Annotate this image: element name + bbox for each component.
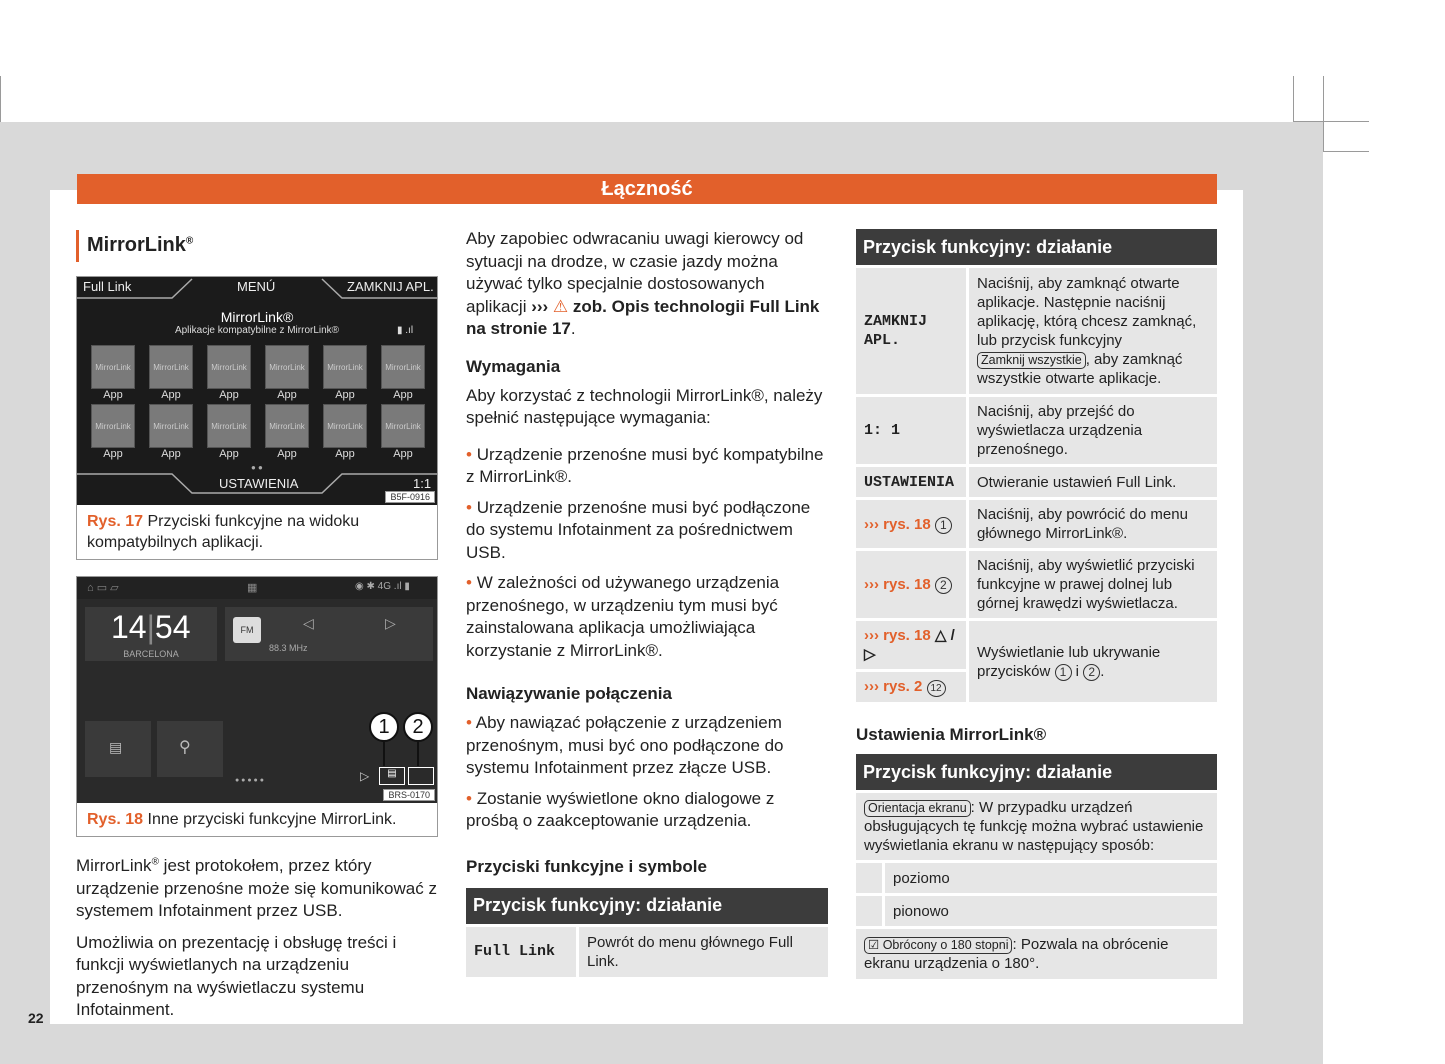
column-right — [853, 226, 1214, 982]
mirrorlink-logo-icon: MirrorLink — [153, 363, 189, 372]
mirrorlink-logo-icon: MirrorLink — [385, 363, 421, 372]
search-map-icon: ⚲ — [179, 739, 191, 756]
mirrorlink-logo-icon: MirrorLink — [95, 422, 131, 431]
chapter-header: Łączność — [77, 174, 1217, 204]
paragraph: Aby korzystać z technologii MirrorLink®, należy spełnić następujące wymagania: — [466, 385, 823, 427]
bullet-icon: • — [466, 713, 476, 732]
rotate-180-checkbox-label: ☑ Obrócony o 180 stopni — [864, 937, 1012, 954]
intro-paragraph: Aby zapobiec odwracaniu uwagi kierowcy od sytuacji na drodze, w czasie jazdy można używać tylko specjalnie dostosowanych aplikacji ››› ⚠ zob. Opis technologii Full Link na stronie 17. — [466, 229, 820, 338]
function-table — [463, 885, 831, 980]
column-middle — [466, 228, 828, 980]
status-icons: ◉ ✱ 4G .ıl ▮ — [355, 581, 410, 592]
table-row: 1: 1 Naciśnij, aby przejść do wyświetlacza urządzenia przenośnego. — [856, 397, 1217, 464]
bullet-icon: • — [466, 497, 477, 517]
list-item: • Zostanie wyświetlone okno dialogowe z prośbą o zaakceptowanie urządzenia. — [466, 788, 775, 830]
mirrorlink-logo-icon: MirrorLink — [211, 363, 247, 372]
app-tile[interactable] — [91, 404, 135, 448]
table-row: ☑ Obrócony o 180 stopni : Pozwala na obrócenie ekranu urządzenia o 180°. — [856, 929, 1217, 979]
mirrorlink-logo-icon: MirrorLink — [327, 422, 363, 431]
table-header: Przycisk funkcyjny: działanie — [856, 229, 1217, 265]
table-header: Przycisk funkcyjny: działanie — [466, 888, 828, 924]
status-bar — [77, 577, 437, 599]
bullet-icon: • — [466, 788, 477, 808]
bullet-icon: • — [466, 444, 477, 464]
app-tile[interactable] — [149, 404, 193, 448]
app-label: App — [335, 448, 355, 460]
list-item: • Aby nawiązać połączenie z urządzeniem przenośnym, musi być ono podłączone do systemu Infotainment przez złącze USB. — [466, 713, 784, 777]
app-tile[interactable] — [381, 404, 425, 448]
mirrorlink-logo-icon: MirrorLink — [95, 363, 131, 372]
page-dots: ● ● — [251, 463, 263, 472]
callout-line — [383, 742, 385, 766]
crop-mark — [0, 76, 1, 122]
screen-orientation-button-label: Orientacja ekranu — [864, 800, 971, 817]
figure-18 — [76, 576, 438, 837]
mirrorlink-logo-icon: MirrorLink — [153, 422, 189, 431]
close-apps-button[interactable]: ZAMKNIJ APL. — [347, 279, 434, 294]
table-row: Full Link Powrót do menu głównego Full Link. — [466, 927, 828, 977]
show-buttons-icon[interactable] — [408, 767, 434, 785]
play-icon[interactable]: ▷ — [360, 769, 370, 783]
app-label: App — [277, 448, 297, 460]
heading-requirements: Wymagania — [466, 356, 561, 376]
settings-button[interactable]: USTAWIENIA — [219, 476, 299, 491]
app-tile[interactable] — [207, 404, 251, 448]
infotainment-screen-apps — [77, 277, 437, 505]
full-link-button[interactable]: Full Link — [83, 279, 132, 294]
app-label: App — [393, 389, 413, 401]
bullet-icon: • — [466, 573, 477, 592]
clock-widget[interactable]: 14|54 BARCELONA — [85, 607, 217, 661]
section-title: MirrorLink® — [76, 230, 438, 262]
app-label: App — [393, 448, 413, 460]
paragraph: Umożliwia on prezentację i obsługę treści i funkcji wyświetlanych na urządzeniu przenośnym na wyświetlaczu systemu Infotainment. — [76, 932, 397, 1019]
app-label: App — [103, 448, 123, 460]
grid-icon: ▦ — [247, 582, 258, 594]
app-label: App — [161, 389, 181, 401]
heading-connection: Nawiązywanie połączenia — [466, 684, 672, 703]
app-label: App — [335, 389, 355, 401]
page-number: 22 — [28, 1010, 44, 1026]
page-dots: ● ● ● ● ● — [235, 777, 264, 784]
app-tile[interactable] — [381, 345, 425, 389]
mirrorlink-home-icon[interactable]: ▤ — [379, 767, 405, 785]
crop-mark — [1293, 76, 1294, 122]
app-tile[interactable] — [265, 404, 309, 448]
table-row: poziomo — [856, 863, 1217, 893]
mirrorlink-logo-icon: MirrorLink — [327, 363, 363, 372]
table-row: USTAWIENIA Otwieranie ustawień Full Link. — [856, 467, 1217, 497]
app-tile[interactable] — [91, 345, 135, 389]
one-to-one-button[interactable]: 1:1 — [413, 476, 432, 491]
signal-icon: ▮ .ıl — [397, 325, 414, 336]
list-item: • Urządzenie przenośne musi być kompatybilne z MirrorLink®. — [466, 444, 824, 486]
figure-17 — [76, 276, 438, 560]
calendar-icon: ▤ — [109, 739, 123, 755]
figure-caption: Rys. 17 Przyciski funkcyjne na widoku kompatybilnych aplikacji. — [87, 513, 360, 551]
checkbox-icon: ☑ — [868, 938, 880, 952]
mirrorlink-logo-icon: MirrorLink — [269, 363, 305, 372]
menu-button[interactable]: MENÚ — [237, 279, 276, 294]
table-header: Przycisk funkcyjny: działanie — [856, 754, 1217, 790]
crop-mark — [1323, 151, 1369, 152]
mirrorlink-logo-icon: MirrorLink — [269, 422, 305, 431]
app-tile[interactable] — [207, 345, 251, 389]
table-row: ››› rys. 18 △ / ▷ Wyświetlanie lub ukrywanie przycisków 1 i 2 . — [856, 621, 1217, 669]
table-row: Orientacja ekranu : W przypadku urządzeń obsługujących tę funkcję można wybrać ustawienie wyświetlania ekranu w następujący sposób: — [856, 793, 1217, 860]
crop-mark — [1293, 121, 1369, 122]
list-item: • W zależności od używanego urządzenia przenośnego, w urządzeniu tym musi być zainstalowana aplikacja umożliwiająca korzystanie z MirrorLink®. — [466, 573, 780, 660]
figure-id: B5F-0916 — [385, 491, 435, 503]
table-row: ››› rys. 2 12 — [856, 672, 1217, 702]
paragraph: MirrorLink® jest protokołem, przez który urządzenie przenośne może się komunikować z systemem Infotainment przez USB. — [76, 856, 437, 920]
app-tile[interactable] — [323, 345, 367, 389]
app-label: App — [219, 448, 239, 460]
infotainment-screen-home — [77, 577, 437, 803]
callout-2: 2 — [403, 712, 433, 742]
list-item: • Urządzenie przenośne musi być podłączone do systemu Infotainment za pośrednictwem USB. — [466, 497, 811, 562]
warning-icon: ⚠ — [552, 296, 569, 316]
table-row: ››› rys. 18 1 Naciśnij, aby powrócić do menu głównego MirrorLink®. — [856, 500, 1217, 548]
app-label: App — [219, 389, 239, 401]
table-row: pionowo — [856, 896, 1217, 926]
callout-1: 1 — [369, 712, 399, 742]
app-tile[interactable] — [265, 345, 309, 389]
mirrorlink-logo-icon: MirrorLink — [385, 422, 421, 431]
heading-settings: Ustawienia MirrorLink® — [856, 725, 1047, 744]
table-row: ZAMKNIJ APL. Naciśnij, aby zamknąć otwarte aplikacje. Następnie naciśnij aplikację, którą chcesz zamknąć, lub przycisk funkcyjny Zamknij wszystkie , aby zamknąć wszystkie otwarte aplikacje. — [856, 268, 1217, 394]
radio-widget[interactable]: FM 88.3 MHz ◁ ▷ — [225, 607, 433, 661]
callout-line — [417, 742, 419, 766]
table-row: ››› rys. 18 2 Naciśnij, aby wyświetlić przyciski funkcyjne w prawej dolnej lub górnej krawędzi wyświetlacza. — [856, 551, 1217, 618]
screen-subtitle: Aplikacje kompatybilne z MirrorLink® — [174, 325, 340, 336]
nav-tile[interactable] — [157, 721, 223, 777]
crop-mark — [1323, 76, 1324, 152]
radio-icon: FM — [233, 617, 261, 643]
mirrorlink-logo-icon: MirrorLink — [211, 422, 247, 431]
figure-caption: Rys. 18 Inne przyciski funkcyjne MirrorLink. — [87, 811, 397, 828]
app-label: App — [103, 389, 123, 401]
prev-icon: ◁ — [303, 615, 314, 631]
app-label: App — [277, 389, 297, 401]
close-all-button-label: Zamknij wszystkie — [977, 352, 1086, 369]
figure-id: BRS-0170 — [383, 789, 435, 801]
calendar-tile[interactable] — [85, 721, 151, 777]
app-tile[interactable] — [149, 345, 193, 389]
car-icon: ⌂ ▭ ▱ — [87, 582, 119, 594]
screen-title: MirrorLink® — [220, 309, 294, 325]
app-tile[interactable] — [323, 404, 367, 448]
app-label: App — [161, 448, 181, 460]
heading-buttons: Przyciski funkcyjne i symbole — [466, 856, 707, 876]
function-table — [853, 226, 1220, 705]
column-left — [76, 226, 438, 1031]
settings-table — [853, 751, 1220, 982]
next-icon: ▷ — [385, 615, 396, 631]
